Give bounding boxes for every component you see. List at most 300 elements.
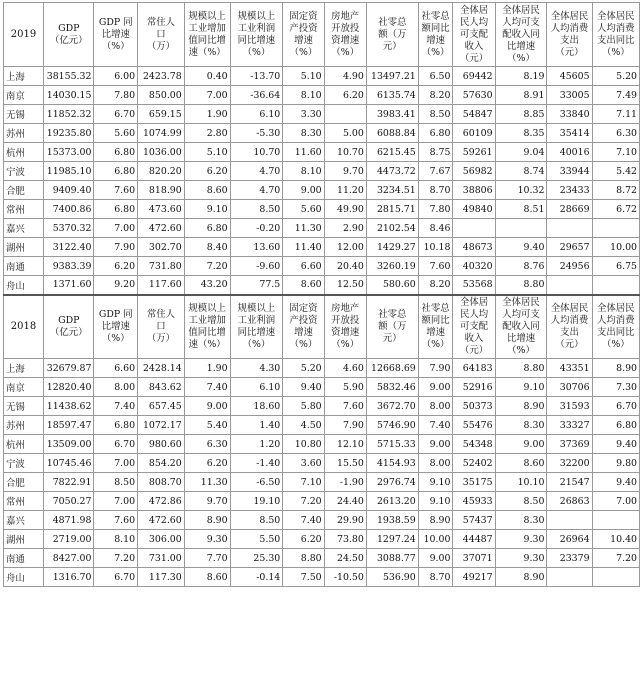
column-header-line: 值同比增 [188,326,226,338]
data-cell [592,511,639,530]
data-cell: 24.50 [324,549,366,568]
column-header-line: 额同比 [421,314,450,326]
data-cell: 2428.14 [138,359,185,378]
data-cell: 38155.32 [44,67,94,86]
data-cell: 8.75 [418,143,453,162]
data-cell: 8.50 [495,492,547,511]
column-header-line: 收入 [464,40,484,52]
data-cell: 7.00 [184,86,230,105]
column-header-line: （%） [101,40,130,52]
data-cell: 52402 [453,454,495,473]
data-cell [547,511,592,530]
column-header-line: 同比增速 [237,34,276,46]
data-cell: 8.91 [495,86,547,105]
column-header-line: 元） [382,40,402,52]
data-cell: 8.60 [184,568,230,587]
data-cell: 580.60 [366,276,418,295]
data-cell: 2423.78 [138,67,185,86]
table-row [4,257,640,276]
column-header [547,3,592,67]
data-cell: 8.80 [283,549,324,568]
data-cell: 8.74 [495,162,547,181]
data-cell: 55476 [453,416,495,435]
table-row [4,181,640,200]
column-header-line: 常住人 [146,16,175,28]
column-header [592,295,639,359]
column-header-line: 比增速 [101,28,130,40]
column-header-line: 比增速 [506,332,536,344]
data-cell: 8.00 [94,378,138,397]
data-cell: 10745.46 [44,454,94,473]
data-cell: 9.00 [418,435,453,454]
column-header-line: GDP [58,314,80,326]
data-cell: 33840 [547,105,592,124]
column-header-line: （亿元） [50,34,88,46]
data-cell: 5.60 [94,124,138,143]
data-cell: 9.70 [324,162,366,181]
table-row [4,492,640,511]
data-cell: 49.90 [324,200,366,219]
data-cell: 5.40 [184,416,230,435]
column-header-line: 配收入同 [502,320,540,332]
data-cell: 6.20 [184,454,230,473]
table-row [4,416,640,435]
data-cell: 472.86 [138,492,185,511]
data-cell: 8.19 [495,67,547,86]
data-cell: 4871.98 [44,511,94,530]
data-cell: 8.50 [418,105,453,124]
data-cell: 9.40 [592,473,639,492]
table-row [4,238,640,257]
data-cell: 5370.32 [44,219,94,238]
table-row [4,67,640,86]
column-header-line: 额（万 [378,320,407,332]
data-cell: 24956 [547,257,592,276]
city-name: 苏州 [4,124,44,143]
data-cell: 1036.00 [138,143,185,162]
data-cell: 6.60 [94,359,138,378]
data-cell: 7.40 [184,378,230,397]
table-row [4,219,640,238]
data-cell: 8.50 [94,473,138,492]
data-cell: 8.20 [418,86,453,105]
data-cell: 3122.40 [44,238,94,257]
table-row [4,359,640,378]
data-cell: 45933 [453,492,495,511]
column-header-line: 民人均 [459,16,489,28]
column-header-line: 人均消费 [597,22,635,34]
data-cell: 9.80 [592,454,639,473]
data-cell: 7.20 [184,257,230,276]
column-header-line: （%） [507,344,535,356]
column-header [453,295,495,359]
column-header [184,3,230,67]
city-name: 湖州 [4,530,44,549]
data-cell: 8.80 [495,276,547,295]
table-row [4,568,640,587]
data-cell: 14030.15 [44,86,94,105]
column-header-line: 同比增速 [237,326,276,338]
column-header-line: 人均可支 [502,16,540,28]
data-cell: 7.10 [283,473,324,492]
column-header [418,3,453,67]
data-cell: 35175 [453,473,495,492]
data-cell: 59261 [453,143,495,162]
data-cell: 4.60 [324,359,366,378]
column-header [324,3,366,67]
data-cell: 117.30 [138,568,185,587]
data-cell: 19.10 [230,492,283,511]
column-header-line: 社零总 [421,10,450,22]
data-cell: 12.50 [324,276,366,295]
city-name: 合肥 [4,181,44,200]
data-cell: 3088.77 [366,549,418,568]
column-header-line: 社零总 [378,308,407,320]
column-header-line: GDP [58,22,80,34]
column-header-line: （%） [601,46,630,58]
data-cell: 11.30 [184,473,230,492]
data-cell: 8.70 [418,181,453,200]
data-cell: 7.80 [418,200,453,219]
column-header-line: 全体居民 [597,10,635,22]
data-cell: 33327 [547,416,592,435]
column-header-line: 开放投 [331,22,360,34]
data-cell: 4.50 [283,416,324,435]
data-cell [592,276,639,295]
data-cell: 32200 [547,454,592,473]
data-cell: 9.00 [418,549,453,568]
data-cell: 30706 [547,378,592,397]
city-name: 常州 [4,200,44,219]
data-cell: 657.45 [138,397,185,416]
data-cell: -9.60 [230,257,283,276]
data-cell: 13497.21 [366,67,418,86]
column-header-line: 人均消费 [597,314,635,326]
table-row [4,473,640,492]
column-header-line: 资增速 [331,34,360,46]
column-header [453,3,495,67]
data-cell: 4.70 [230,162,283,181]
column-header-line: 全体居 [459,296,489,308]
column-header-line: （元） [459,52,489,64]
data-cell: 13509.00 [44,435,94,454]
data-cell: 7.50 [283,568,324,587]
data-cell: 10.00 [592,238,639,257]
data-cell: 52916 [453,378,495,397]
data-cell: 50373 [453,397,495,416]
city-name: 舟山 [4,568,44,587]
city-name: 宁波 [4,162,44,181]
data-cell: 25.30 [230,549,283,568]
city-name: 嘉兴 [4,219,44,238]
data-cell: 7.70 [184,549,230,568]
data-cell: 10.10 [495,473,547,492]
column-header [495,295,547,359]
data-cell: 8.60 [283,276,324,295]
data-cell: 10.70 [230,143,283,162]
data-cell: -1.90 [324,473,366,492]
column-header-line: 规模以上 [188,10,226,22]
column-header-line: （%） [289,338,318,350]
column-header-line: （%） [331,338,360,350]
data-cell: 6.20 [94,257,138,276]
data-cell: 4.30 [230,359,283,378]
data-cell: 7.60 [94,511,138,530]
data-cell: 9.40 [283,378,324,397]
column-header-line: 元） [382,332,402,344]
data-cell: 980.60 [138,435,185,454]
data-cell: 29.90 [324,511,366,530]
data-cell: 5.42 [592,162,639,181]
data-cell: 7.20 [94,549,138,568]
data-cell: 2.90 [324,219,366,238]
data-cell: 7.40 [418,416,453,435]
table-row [4,124,640,143]
data-cell: 3672.70 [366,397,418,416]
column-header-line: 增速 [426,34,445,46]
data-cell: 44487 [453,530,495,549]
data-cell: 8.00 [418,397,453,416]
data-cell: 3.30 [283,105,324,124]
column-header-line: 产投资 [289,22,318,34]
column-header-line: 支出 [560,326,579,338]
data-cell: 11.30 [283,219,324,238]
data-cell: 6.10 [230,378,283,397]
data-cell: 8.70 [418,568,453,587]
data-cell: 11.40 [283,238,324,257]
column-header [94,3,138,67]
data-cell: 37071 [453,549,495,568]
table-row [4,143,640,162]
data-cell: 659.15 [138,105,185,124]
data-cell: 60109 [453,124,495,143]
data-cell: 8.35 [495,124,547,143]
column-header-line: （%） [101,332,130,344]
column-header-line: 口 [156,28,166,40]
data-cell: 2719.00 [44,530,94,549]
data-cell: 11.20 [324,181,366,200]
data-cell: 8.76 [495,257,547,276]
column-header-line: 比增速 [506,40,536,52]
column-header-line: 人均可支 [502,308,540,320]
data-cell: 1316.70 [44,568,94,587]
data-cell: 850.00 [138,86,185,105]
column-header [94,295,138,359]
data-cell: 35414 [547,124,592,143]
data-cell: -0.20 [230,219,283,238]
table-row [4,105,640,124]
data-cell: 33944 [547,162,592,181]
column-header-line: 支出 [560,34,579,46]
data-cell: 473.60 [138,200,185,219]
column-header-line: 全体居民 [597,302,635,314]
data-cell: 472.60 [138,219,185,238]
data-cell: 1.40 [230,416,283,435]
column-header [324,295,366,359]
data-cell: 7.90 [324,416,366,435]
data-cell: 9.04 [495,143,547,162]
data-cell: 7.90 [94,238,138,257]
city-name: 嘉兴 [4,511,44,530]
data-cell: 1.90 [184,359,230,378]
header-row [4,3,640,67]
column-header-line: 速（%） [188,338,226,350]
data-cell: -5.30 [230,124,283,143]
data-cell: 6.70 [94,568,138,587]
column-header [44,295,94,359]
data-cell: 2102.54 [366,219,418,238]
data-cell: 7.00 [94,492,138,511]
column-header-line: 工业增加 [188,314,226,326]
data-cell: 3260.19 [366,257,418,276]
data-cell: 11438.62 [44,397,94,416]
data-cell: 8.30 [283,124,324,143]
data-cell: 306.00 [138,530,185,549]
data-cell [547,219,592,238]
data-cell: 6.70 [94,435,138,454]
data-cell: 8.60 [495,454,547,473]
data-cell: 8.80 [495,359,547,378]
data-cell: 3234.51 [366,181,418,200]
data-cell: 1072.17 [138,416,185,435]
city-name: 杭州 [4,435,44,454]
city-name: 南通 [4,549,44,568]
data-cell: -0.14 [230,568,283,587]
data-cell: 73.80 [324,530,366,549]
data-cell: 3.60 [283,454,324,473]
data-cell: 1297.24 [366,530,418,549]
column-header-line: 额同比 [421,22,450,34]
data-cell: 5715.33 [366,435,418,454]
data-cell: 7.00 [94,454,138,473]
column-header [592,3,639,67]
data-cell: 9.10 [495,378,547,397]
data-cell: 11985.10 [44,162,94,181]
data-cell: 6.80 [184,219,230,238]
data-cell: 2613.20 [366,492,418,511]
data-cell [547,568,592,587]
data-cell: 9.00 [184,397,230,416]
column-header-line: （%） [242,46,271,58]
data-cell: 6.75 [592,257,639,276]
column-header-line: 全体居 [459,4,489,16]
column-header [230,295,283,359]
data-cell: 12668.69 [366,359,418,378]
data-cell: 6.70 [592,397,639,416]
data-cell: 37369 [547,435,592,454]
data-cell: 69442 [453,67,495,86]
data-cell: 6.80 [94,200,138,219]
data-cell: 10.70 [324,143,366,162]
data-cell: 54348 [453,435,495,454]
column-header-line: （万） [146,332,175,344]
data-cell: 9.20 [94,276,138,295]
data-cell: 731.00 [138,549,185,568]
column-header-line: 房地产 [331,10,360,22]
data-cell: 3983.41 [366,105,418,124]
table-row [4,511,640,530]
city-name: 无锡 [4,397,44,416]
data-cell: 2.80 [184,124,230,143]
data-cell: 9.10 [184,200,230,219]
column-header-line: 社零总 [378,16,407,28]
data-cell: 8.10 [283,86,324,105]
data-cell: 7.11 [592,105,639,124]
city-name: 常州 [4,492,44,511]
data-cell: 18597.47 [44,416,94,435]
year-label: 2019 [4,3,44,67]
data-cell: 7.10 [592,143,639,162]
data-cell: 43351 [547,359,592,378]
data-cell: 9.10 [418,473,453,492]
data-cell: 5.20 [283,359,324,378]
column-header-line: （%） [421,46,450,58]
data-cell: 40016 [547,143,592,162]
data-cell: 20.40 [324,257,366,276]
data-cell: 31593 [547,397,592,416]
column-header-line: 产投资 [289,314,318,326]
city-name: 合肥 [4,473,44,492]
data-cell: 8.60 [184,181,230,200]
data-cell: 7400.86 [44,200,94,219]
column-header-line: 可支配 [459,320,489,332]
column-header [138,3,185,67]
data-cell: 49840 [453,200,495,219]
data-cell: 6.70 [94,105,138,124]
data-cell: 9.40 [495,238,547,257]
data-cell: 45605 [547,67,592,86]
data-cell: 8.51 [495,200,547,219]
data-cell: 302.70 [138,238,185,257]
data-cell: 10.00 [418,530,453,549]
data-cell: 8.90 [495,397,547,416]
data-cell: 57630 [453,86,495,105]
data-cell: 6.00 [94,67,138,86]
header-row [4,295,640,359]
data-cell: 9.00 [418,378,453,397]
data-cell: 26964 [547,530,592,549]
data-cell: 38806 [453,181,495,200]
data-cell: 12820.40 [44,378,94,397]
data-cell: 10.80 [283,435,324,454]
data-cell: 6.80 [94,162,138,181]
data-cell: 57437 [453,511,495,530]
data-cell [495,219,547,238]
data-cell: 8.85 [495,105,547,124]
column-header-line: 房地产 [331,302,360,314]
column-header-line: 全体居民 [502,4,540,16]
data-cell: 7.00 [592,492,639,511]
column-header-line: 开放投 [331,314,360,326]
data-cell: 7.90 [418,359,453,378]
data-cell: 18.60 [230,397,283,416]
data-cell: 21547 [547,473,592,492]
data-cell: 6135.74 [366,86,418,105]
data-cell: 9.00 [495,435,547,454]
data-cell: 19235.80 [44,124,94,143]
data-cell: 8.00 [418,454,453,473]
column-header-line: 规模以上 [188,302,226,314]
data-cell: 4.70 [230,181,283,200]
data-cell: 11.60 [283,143,324,162]
data-cell: 54847 [453,105,495,124]
column-header-line: （%） [242,338,271,350]
column-header-line: （万） [146,40,175,52]
data-cell: -13.70 [230,67,283,86]
data-cell: 13.60 [230,238,283,257]
data-cell: 24.40 [324,492,366,511]
data-cell: 0.40 [184,67,230,86]
